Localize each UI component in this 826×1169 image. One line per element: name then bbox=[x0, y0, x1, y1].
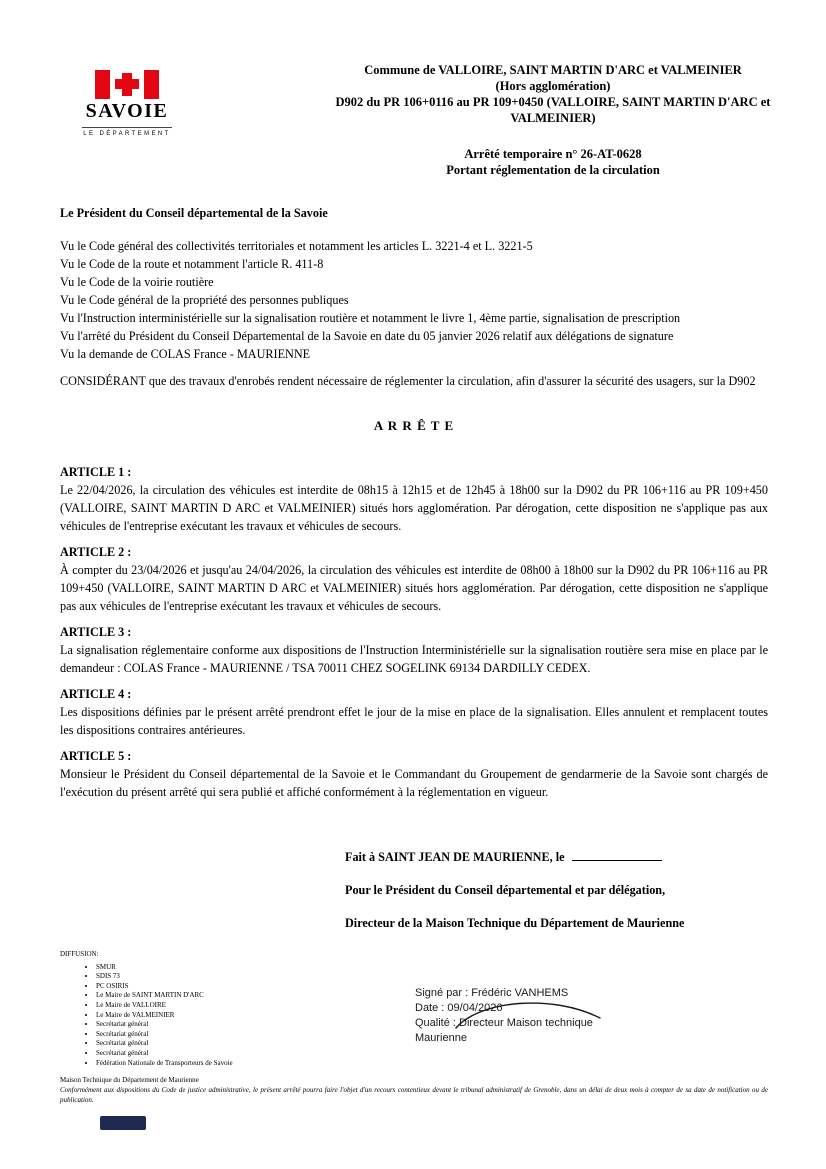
signature-block bbox=[415, 986, 593, 1046]
diffusion-item: • Fédération Nationale de Transporteurs de Savoie bbox=[96, 1059, 233, 1069]
footer-stamp bbox=[100, 1116, 146, 1130]
article-text: Le 22/04/2026, la circulation des véhicules est interdite de 08h15 à 12h15 et de 12h45 à 18h00 sur la D902 du PR 106+116 au PR 109+450 (VALLOIRE, SAINT MARTIN D ARC et VALMEINIER) situés hors agglomération. Par dérogation, cette disposition ne s'applique pas aux véhicules de l'entreprise exécutant les travaux et véhicules de secours. bbox=[60, 483, 768, 533]
article-text: Monsieur le Président du Conseil départemental de la Savoie et le Commandant du Groupement de gendarmerie de la Savoie sont chargés de l'exécution du présent arrêté qui sera publié et affiché conformément à la réglementation en vigueur. bbox=[60, 767, 768, 799]
diffusion-label: DIFFUSION: bbox=[60, 950, 99, 958]
vu-item: Vu le Code de la voirie routière bbox=[60, 275, 214, 289]
header-commune-line: Commune de VALLOIRE, SAINT MARTIN D'ARC et VALMEINIER bbox=[364, 63, 742, 77]
article-text: La signalisation réglementaire conforme aux dispositions de l'Instruction Interministérielle sur la signalisation routière sera mise en place par le demandeur : COLAS France - MAURIENNE / TSA 70011 CHEZ SOGELINK 69134 DARDILLY CEDEX. bbox=[60, 643, 768, 675]
footer-service-line: Maison Technique du Département de Maurienne bbox=[60, 1076, 199, 1084]
vu-item: Vu l'Instruction interministérielle sur la signalisation routière et notamment le livre 1, 4ème partie, signalisation de prescription bbox=[60, 311, 681, 325]
article-5 bbox=[60, 747, 768, 801]
savoie-logo bbox=[82, 70, 172, 137]
fait-a-text: Fait à SAINT JEAN DE MAURIENNE, le bbox=[345, 850, 565, 864]
article-title: ARTICLE 2 : bbox=[60, 545, 132, 559]
vu-item: Vu le Code de la route et notamment l'article R. 411-8 bbox=[60, 257, 324, 271]
signature-signed-by: Signé par : Frédéric VANHEMS bbox=[415, 987, 569, 999]
vu-list bbox=[60, 237, 768, 363]
delegation-line: Pour le Président du Conseil départemental et par délégation, bbox=[345, 883, 666, 897]
diffusion-item: • Secrétariat général bbox=[96, 1039, 233, 1049]
article-title: ARTICLE 1 : bbox=[60, 465, 132, 479]
fait-a-line bbox=[345, 848, 684, 866]
vu-item: Vu la demande de COLAS France - MAURIENNE bbox=[60, 347, 311, 361]
vu-item: Vu l'arrêté du Président du Conseil Départemental de la Savoie en date du 05 janvier 2026 relatif aux délégations de signature bbox=[60, 329, 674, 343]
diffusion-item: • SDIS 73 bbox=[96, 972, 233, 982]
diffusion-list bbox=[60, 963, 233, 1069]
arrete-heading: A R R Ê T E bbox=[373, 418, 455, 433]
article-3 bbox=[60, 623, 768, 677]
article-title: ARTICLE 3 : bbox=[60, 625, 132, 639]
header-arrete-number: Arrêté temporaire n° 26-AT-0628 bbox=[464, 147, 642, 161]
diffusion-item: • Secrétariat général bbox=[96, 1020, 233, 1030]
date-blank-line bbox=[572, 848, 662, 861]
logo-subtitle: LE DÉPARTEMENT bbox=[82, 127, 172, 137]
logo-title: SAVOIE bbox=[85, 100, 169, 122]
diffusion-block bbox=[60, 950, 233, 1068]
article-4 bbox=[60, 685, 768, 739]
diffusion-item: • Secrétariat général bbox=[96, 1030, 233, 1040]
article-title: ARTICLE 5 : bbox=[60, 749, 132, 763]
vu-item: Vu le Code général des collectivités territoriales et notamment les articles L. 3221-4 et L. 3221-5 bbox=[60, 239, 533, 253]
article-text: Les dispositions définies par le présent arrêté prendront effet le jour de la mise en place de la signalisation. Elles annulent et remplacent toutes les dispositions contraires antérieures. bbox=[60, 705, 768, 737]
signature-date: Date : 09/04/2026 bbox=[415, 1002, 503, 1014]
article-title: ARTICLE 4 : bbox=[60, 687, 132, 701]
document-header bbox=[332, 62, 774, 178]
diffusion-item: • Le Maire de VALMEINIER bbox=[96, 1011, 233, 1021]
article-text: À compter du 23/04/2026 et jusqu'au 24/04/2026, la circulation des véhicules est interdite de 08h00 à 18h00 sur la D902 du PR 106+116 au PR 109+450 (VALLOIRE, SAINT MARTIN D ARC et VALMEINIER) situés hors agglomération. Par dérogation, cette disposition ne s'applique pas aux véhicules de l'entreprise exécutant les travaux et véhicules de secours. bbox=[60, 563, 768, 613]
header-spacer bbox=[332, 126, 774, 146]
header-arrete-subject: Portant réglementation de la circulation bbox=[446, 163, 660, 177]
president-line: Le Président du Conseil départemental de la Savoie bbox=[60, 206, 328, 220]
header-road-line: D902 du PR 106+0116 au PR 109+0450 (VALLOIRE, SAINT MARTIN D'ARC et VALMEINIER) bbox=[335, 95, 771, 125]
directeur-line: Directeur de la Maison Technique du Département de Maurienne bbox=[345, 916, 685, 930]
article-1 bbox=[60, 463, 768, 535]
closing-block bbox=[345, 848, 684, 947]
diffusion-item: • Secrétariat général bbox=[96, 1049, 233, 1059]
signature-quality-cont: Maurienne bbox=[415, 1032, 467, 1044]
header-agglomeration-line: (Hors agglomération) bbox=[495, 79, 611, 93]
vu-item: Vu le Code général de la propriété des personnes publiques bbox=[60, 293, 349, 307]
article-2 bbox=[60, 543, 768, 615]
diffusion-item: • Le Maire de VALLOIRE bbox=[96, 1001, 233, 1011]
footer-legal-text: Conformément aux dispositions du Code de justice administrative, le présent arrêté pourra faire l'objet d'un recours contentieux devant le tribunal administratif de Grenoble, dans un délai de deux mois à compter de sa date de notification ou de publication. bbox=[60, 1086, 768, 1104]
diffusion-item: • SMUR bbox=[96, 963, 233, 973]
document-body bbox=[60, 204, 768, 801]
diffusion-item: • Le Maire de SAINT MARTIN D'ARC bbox=[96, 991, 233, 1001]
considerant-paragraph: CONSIDÉRANT que des travaux d'enrobés rendent nécessaire de réglementer la circulation, afin d'assurer la sécurité des usagers, sur la D902 bbox=[60, 374, 756, 388]
signature-quality: Qualité : Directeur Maison technique bbox=[415, 1017, 593, 1029]
savoie-cross-icon bbox=[95, 70, 159, 99]
diffusion-item: • PC OSIRIS bbox=[96, 982, 233, 992]
